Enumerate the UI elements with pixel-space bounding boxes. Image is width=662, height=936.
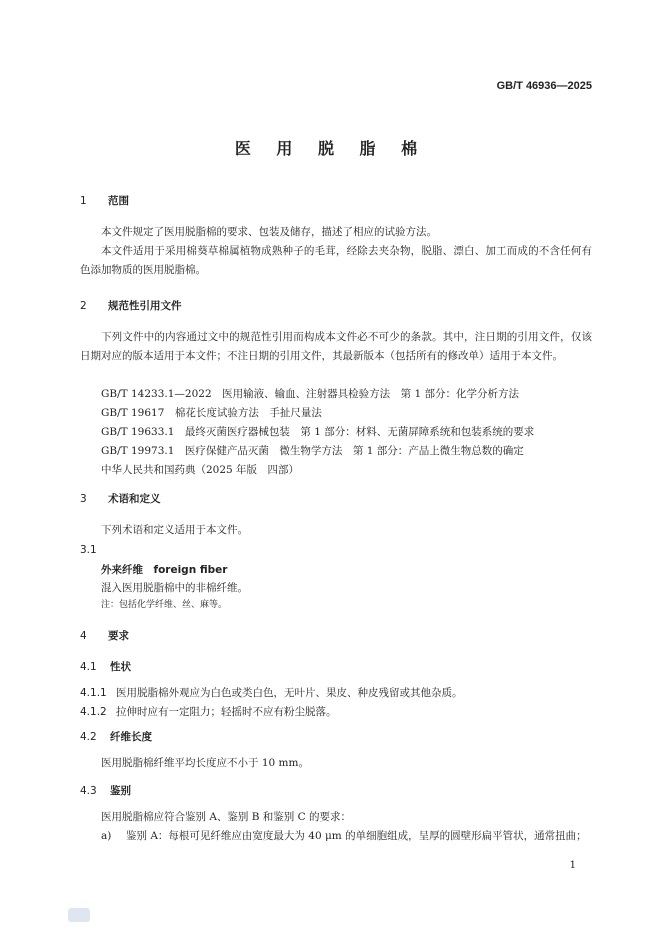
reference-item: GB/T 19973.1 医疗保健产品灭菌 微生物学方法 第 1 部分：产品上微生物总数的确定	[101, 445, 524, 457]
clause-4-1-1	[80, 684, 463, 703]
section-title: 范围	[108, 195, 129, 207]
section-title: 要求	[108, 630, 129, 642]
term-title: 外来纤维 foreign fiber	[101, 564, 228, 576]
subsection-title: 纤维长度	[110, 731, 152, 743]
section-title: 规范性引用文件	[108, 300, 182, 312]
paragraph: 医用脱脂棉纤维平均长度应不小于 10 mm。	[101, 757, 309, 769]
clause-4-1-2	[80, 703, 337, 722]
section-title: 术语和定义	[108, 493, 161, 505]
clause-text: 拉伸时应有一定阻力；轻摇时不应有粉尘脱落。	[116, 706, 337, 718]
section-number: 4	[80, 630, 87, 642]
watermark-logo-icon	[68, 908, 90, 922]
section-2-heading	[80, 298, 182, 313]
subsection-4-2-heading	[80, 729, 152, 744]
reference-item: GB/T 19617 棉花长度试验方法 手扯尺量法	[101, 407, 322, 419]
section-number: 3	[80, 493, 87, 505]
subsection-title: 鉴别	[110, 785, 131, 797]
subsection-number: 4.1	[80, 661, 97, 673]
subsection-4-3-heading	[80, 783, 131, 798]
section-number: 1	[80, 195, 87, 207]
clause-number: 4.1.1	[80, 687, 107, 699]
paragraph: 下列文件中的内容通过文中的规范性引用而构成本文件必不可少的条款。其中，注日期的引用文件，仅该日期对应的版本适用于本文件；不注日期的引用文件，其最新版本（包括所有的修改单）适用于本文件。	[80, 331, 592, 362]
paragraph: 医用脱脂棉应符合鉴别 A、鉴别 B 和鉴别 C 的要求：	[101, 811, 352, 823]
subsection-number: 4.3	[80, 785, 97, 797]
subsection-title: 性状	[110, 661, 131, 673]
list-item-label: a)	[101, 830, 112, 842]
clause-number: 4.1.2	[80, 706, 107, 718]
clause-text: 医用脱脂棉外观应为白色或类白色，无叶片、果皮、种皮残留或其他杂质。	[116, 687, 463, 699]
section-4-heading	[80, 628, 129, 643]
section-1-heading	[80, 193, 129, 208]
term-note: 注：包括化学纤维、丝、麻等。	[101, 600, 228, 610]
document-title: 医 用 脱 脂 棉	[234, 139, 428, 158]
page-number: 1	[569, 860, 576, 871]
reference-item: GB/T 14233.1—2022 医用输液、输血、注射器具检验方法 第 1 部分：化学分析方法	[101, 388, 519, 400]
paragraph: 本文件适用于采用棉葵草棉属植物成熟种子的毛茸，经除去夹杂物，脱脂、漂白、加工而成的不含任何有色添加物质的医用脱脂棉。	[80, 245, 592, 276]
standard-code: GB/T 46936—2025	[496, 80, 592, 92]
paragraph: 下列术语和定义适用于本文件。	[101, 524, 248, 536]
paragraph: 本文件规定了医用脱脂棉的要求、包装及储存，描述了相应的试验方法。	[101, 226, 437, 238]
section-number: 2	[80, 300, 87, 312]
reference-item: 中华人民共和国药典（2025 年版 四部）	[101, 464, 300, 476]
subsection-4-1-heading	[80, 659, 131, 674]
term-definition: 混入医用脱脂棉中的非棉纤维。	[101, 582, 248, 594]
term-number: 3.1	[80, 544, 97, 556]
section-3-heading	[80, 491, 161, 506]
reference-item: GB/T 19633.1 最终灭菌医疗器械包装 第 1 部分：材料、无菌屏障系统和包装系统的要求	[101, 426, 535, 438]
list-item-text: 鉴别 A：每根可见纤维应由宽度最大为 40 μm 的单细胞组成，呈厚的圆壁形扁平管状，通常扭曲；	[126, 830, 587, 842]
subsection-number: 4.2	[80, 731, 97, 743]
